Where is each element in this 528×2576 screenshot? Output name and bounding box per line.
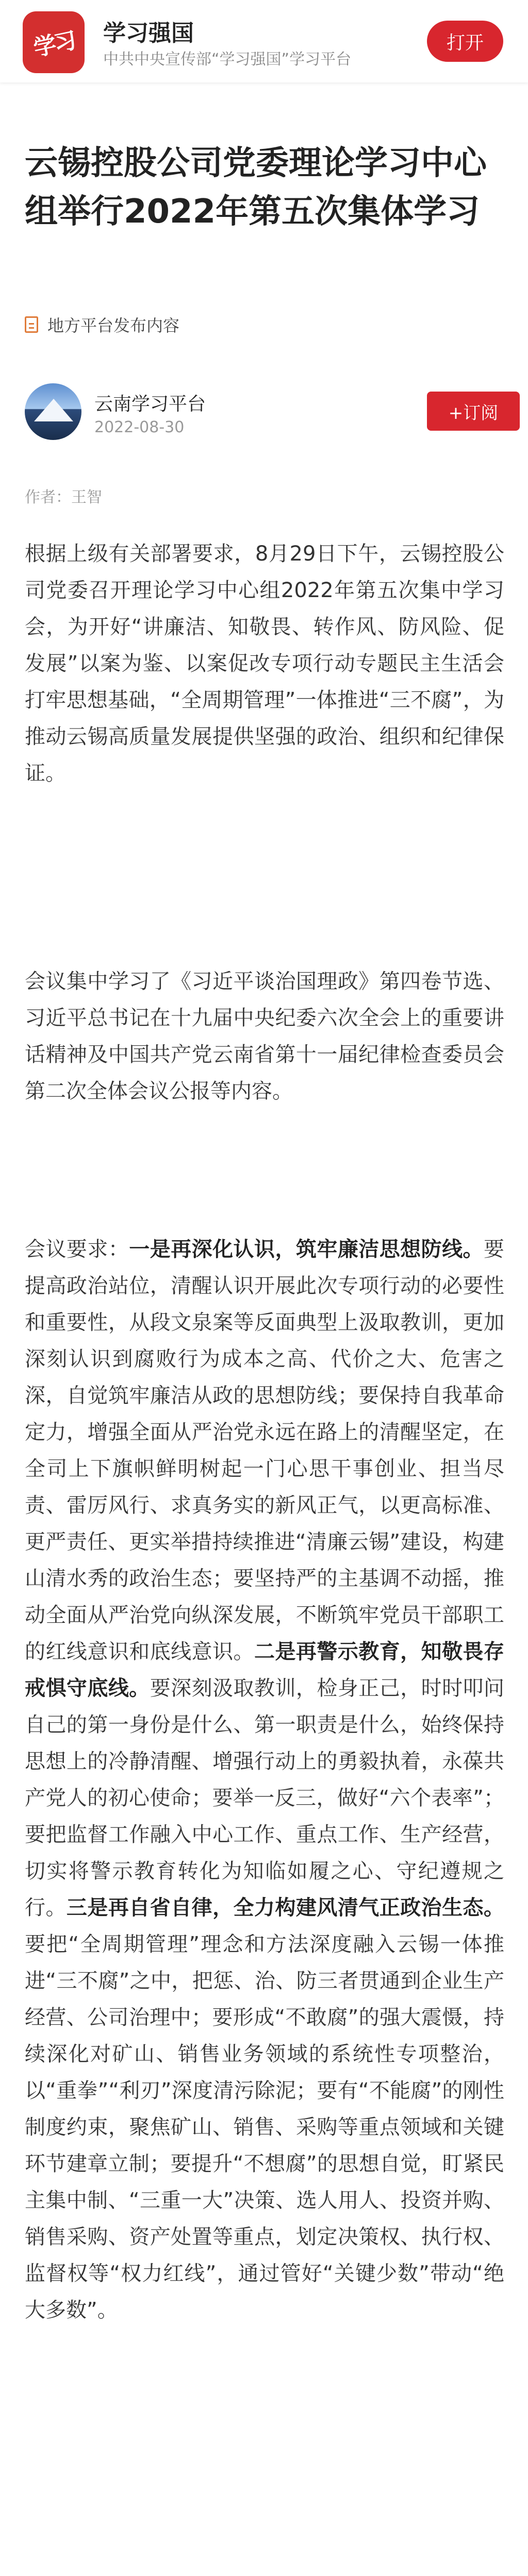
paragraph-text: 会议集中学习了《习近平谈治国理政》第四卷节选、习近平总书记在十九届中央纪委六次全会上的重要讲话精神及中国共产党云南省第十一届纪律检查委员会第二次全体会议公报等内容。 (25, 970, 504, 1103)
publish-date: 2022-08-30 (94, 418, 185, 436)
app-banner (0, 0, 528, 82)
paragraph-text: 会议要求： (25, 1238, 129, 1261)
author-line: 作者：王智 (25, 488, 102, 506)
article-title: 云锡控股公司党委理论学习中心组举行2022年第五次集体学习 (25, 144, 487, 231)
channel-avatar[interactable] (25, 383, 81, 440)
channel-name[interactable]: 云南学习平台 (94, 394, 206, 415)
paragraph-text: 要提高政治站位，清醒认识开展此次专项行动的必要性和重要性，从段文泉案等反面典型上汲取教训，更加深刻认识到腐败行为成本之高、代价之大、危害之深，自觉筑牢廉洁从政的思想防线；要保持自我革命定力，增强全面从严治党永远在路上的清醒坚定，在全司上下旗帜鲜明树起一门心思干事创业、担当尽责、雷厉风行、求真务实的新风正气，以更高标准、更严责任、更实举措持续推进“清廉云锡”建设，构建山清水秀的政治生态；要坚持严的主基调不动摇，推动全面从严治党向纵深发展，不断筑牢党员干部职工的红线意识和底线意识。 (25, 1238, 505, 1664)
body-paragraph (25, 1231, 504, 2329)
emphasis-text: 三是再自省自律，全力构建风清气正政治生态。 (66, 1896, 505, 1920)
body-paragraph (25, 963, 504, 1110)
document-icon (25, 316, 38, 333)
body-paragraph (25, 536, 504, 792)
source-tag (25, 314, 179, 335)
paragraph-text: 根据上级有关部署要求，8月29日下午，云锡控股公司党委召开理论学习中心组2022年第五次集中学习会，为开好“讲廉洁、知敬畏、转作风、防风险、促发展”以案为鉴、以案促改专项行动专题民主生活会打牢思想基础，“全周期管理”一体推进“三不腐”，为推动云锡高质量发展提供坚强的政治、组织和纪律保证。 (25, 542, 504, 785)
paragraph-text: 要把“全周期管理”理念和方法深度融入云锡一体推进“三不腐”之中，把惩、治、防三者贯通到企业生产经营、公司治理中；要形成“不敢腐”的强大震慑，持续深化对矿山、销售业务领域的系统性专项整治，以“重拳”“利刃”深度清污除泥；要有“不能腐”的刚性制度约束，聚焦矿山、销售、采购等重点领域和关键环节建章立制；要提升“不想腐”的思想自觉，盯紧民主集中制、“三重一大”决策、选人用人、投资并购、销售采购、资产处置等重点，划定决策权、执行权、监督权等“权力红线”，通过管好“关键少数”带动“绝大多数”。 (25, 1933, 504, 2322)
mountain-icon (34, 399, 73, 421)
channel-row (25, 383, 504, 445)
open-app-button[interactable]: 打开 (427, 21, 503, 62)
subscribe-button[interactable]: +订阅 (427, 392, 520, 431)
emphasis-text: 二是再警示教育，知敬畏存戒惧守底线。 (25, 1640, 504, 1700)
app-logo-text: 学习 (31, 27, 77, 62)
app-name: 学习强国 (103, 20, 194, 46)
app-description: 中共中央宣传部“学习强国”学习平台 (103, 50, 352, 69)
emphasis-text: 一是再深化认识，筑牢廉洁思想防线。 (129, 1238, 484, 1261)
source-tag-label: 地方平台发布内容 (47, 316, 180, 335)
paragraph-text: 要深刻汲取教训，检身正己，时时叩问自己的第一身份是什么、第一职责是什么，始终保持思想上的冷静清醒、增强行动上的勇毅执着，永葆共产党人的初心使命；要举一反三，做好“六个表率”；要把监督工作融入中心工作、重点工作、生产经营，切实将警示教育转化为知临如履之心、守纪遵规之行。 (25, 1676, 505, 1920)
app-logo[interactable] (23, 11, 85, 73)
